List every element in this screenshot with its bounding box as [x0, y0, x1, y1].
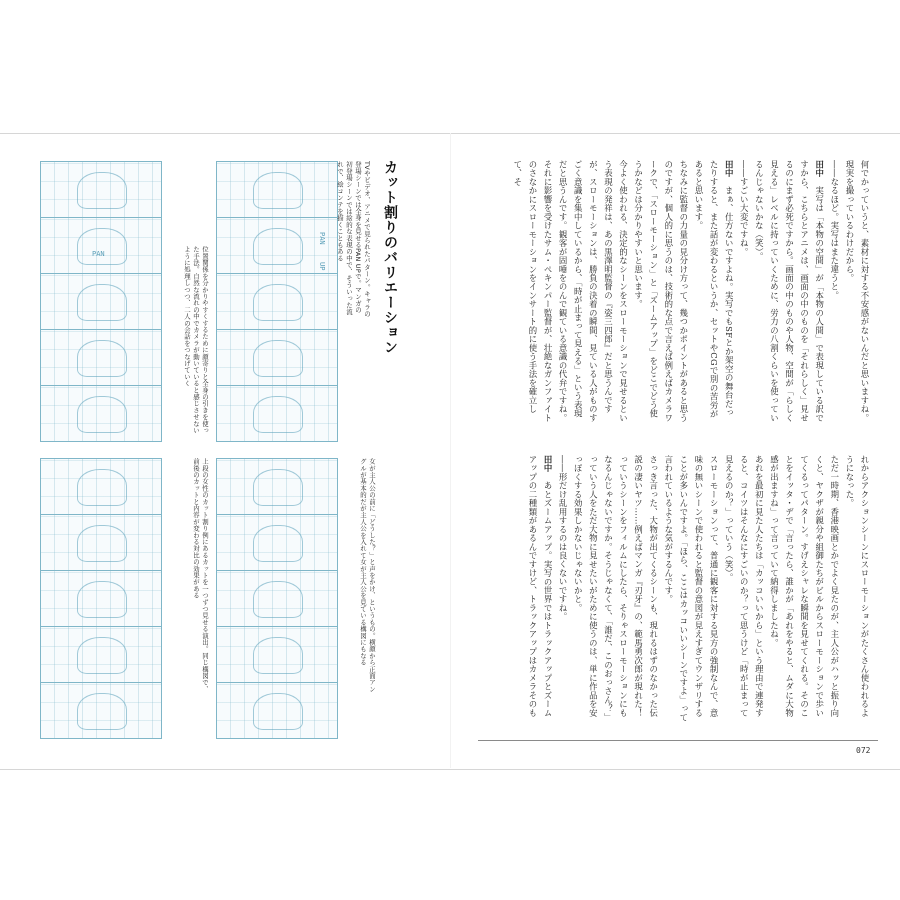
- storyboard-frame: [41, 274, 161, 330]
- page-number: 072: [856, 746, 871, 755]
- paragraph-text: あとズームアップ。実写の世界ではトラックアップとズームアップの二種類があるんですけど、トラックアップはカメラそのも: [527, 455, 554, 718]
- body-text-upper: [484, 160, 872, 425]
- paragraph: [691, 160, 736, 425]
- storyboard-frame: [41, 683, 161, 738]
- paragraph: [525, 455, 555, 725]
- storyboard-frame: [41, 162, 161, 218]
- paragraph: ――すごい大変ですね。: [739, 160, 750, 257]
- section-title: カット割りのバリエーション: [382, 160, 398, 355]
- paragraph: ――なるほど。実写はまた違うと。: [829, 160, 840, 300]
- caption-lower-left: 上段の女性のカット割り例にあるカットを一つずつ見せる演出。同じ構図で、前後のカットと内容が変わる対比の効果がある: [192, 458, 209, 693]
- paragraph: ただ一時期、香港映画とかでよく見たのが、主人公がハッと振り向くと、ヤクザが親分や組御たちがビルからスローモーションで歩いてくるってパターン。すげえシャレな瞬間を見せてくれる。そのことをイッタ・デで「言ったら、誰かが「あれをやると、ムダに大物感が出ますね」って言っていて納得しましたね。: [769, 455, 840, 718]
- up-label: UP: [318, 262, 326, 271]
- storyboard-frame: [217, 459, 337, 515]
- storyboard-frame: [41, 627, 161, 683]
- paragraph: スローモーションって、普通に観客に対する見方の強制なんで、意味の無いシーンで使われると監督の意図が見えすぎてウンザリすることが多いんですよ。「ほら、ここはカッコいいシーンですよ」って言われているような気がするんです。: [663, 455, 720, 722]
- paragraph: 何でかっていうと、素材に対する不安感がないんだと思いますね。現実を撮っているわけだから。: [844, 160, 870, 423]
- storyboard-frame: [217, 571, 337, 627]
- storyboard-bottom-right: [216, 458, 338, 739]
- paragraph: あれを最初に見た人たちは「カッコいいから」という理由で連発すると、コイツはそんなにすごいのか？って思うけど「時が止まって見えるのか？」っていう（笑）。: [724, 455, 765, 718]
- storyboard-bottom-left: [40, 458, 162, 739]
- pan-label: PAN: [318, 232, 326, 245]
- paragraph-text: 実写は「本物の空間」が「本物の人間」で表現している訳ですから、こちらとアニメは、画面の中のものを「それらしく」見せるのにまず必死ですから。画面の中のものや人物、空間が「らしく見える」レベルに持っていくために、労力の八割くらいを使っているんじゃないかな（笑）。: [754, 160, 825, 423]
- paragraph: 今よく使われる、決定的なシーンをスローモーションで見せるという表現の発祥は、あの黒澤明監督の『姿三四郎』だと思うんですが、スローモーションは、勝負の決着の瞬間、見ている人がものすごく意識を集中しているから、「時が止まって見える」という表現だと思うんです。観客が固唾をのんで観ている意識の代弁ですね。: [558, 160, 629, 423]
- storyboard-frame: [41, 330, 161, 386]
- storyboard-frame: [41, 218, 161, 274]
- paragraph: ――形だけ乱用するのは良くないですね。: [558, 455, 569, 622]
- paragraph: それに影響を受けたサム・ペキンパー監督が、壮絶なガンファイトのさなかにスローモーションをインサート的に使う手法を確立して、そ: [512, 160, 554, 423]
- footer-rule: [478, 740, 878, 741]
- paragraph: [751, 160, 826, 425]
- storyboard-frame: [217, 627, 337, 683]
- caption-lower-right: 女が主人公の前に「どうした？」と声をかけ、というもの。横顔から正面アングルが基本的だが主人公を入れて女が主人公を見ている構図にもなる: [359, 458, 376, 693]
- caption-top: TVやビデオ、アニメで見られたパターン。キャラの登場シーンでは全身を見せるPAN UPで。マンガの初登場シーンでは絵的な表現の中で、そういった流れで、絵コンテを描くこともある: [336, 161, 371, 318]
- storyboard-frame: [217, 515, 337, 571]
- page-gutter: [450, 133, 451, 768]
- pan-label: PAN: [92, 250, 105, 258]
- speaker-label: 田中: [814, 160, 825, 178]
- paragraph: れからアクションシーンにスローモーションがたくさん使われるようになった。: [844, 455, 870, 718]
- body-text-lower: [484, 455, 872, 725]
- storyboard-frame: [217, 330, 337, 386]
- storyboard-frame: [41, 571, 161, 627]
- caption-middle: 位置関係を分かりやすくするために顔寄りと全身の引きを使った手法。自然な流れの中でカメラが動いていると感じさせないように処理しつつ、二人の会話をつなげていく: [183, 246, 209, 434]
- storyboard-frame: [41, 459, 161, 515]
- storyboard-frame: [41, 386, 161, 441]
- storyboard-frame: [217, 274, 337, 330]
- storyboard-frame: [217, 386, 337, 441]
- storyboard-top-right: [216, 161, 338, 442]
- storyboard-frame: [217, 162, 337, 218]
- storyboard-frame: [217, 683, 337, 738]
- storyboard-top-left: [40, 161, 162, 442]
- paragraph-text: まぁ、仕方ないですよね。実写でもSFとか架空の舞台だったりすると、また話が変わるというか、セットやCGで別の苦労があると思います。: [693, 160, 735, 419]
- speaker-label: 田中: [543, 455, 554, 473]
- paragraph: ちなみに監督の力量の見分け方って、幾つかポイントがあると思うのですが、個人的に思うのは、技術的な点で言えば例えばカメラワークで、「スローモーション」と「ズームアップ」をどこでどう使うかなどは分かりやすいと思います。: [633, 160, 689, 423]
- storyboard-frame: [41, 515, 161, 571]
- paragraph: さっき言った、大物が出てくるシーンも、現れるはずのなかった伝説の凄いヤツ……例えばマンガ『刃牙』の、範馬勇次郎が現れた！っていうシーンをフィルムにしたら、そりゃスローモーションにもなるんじゃないですか。そうじゃなくて、「誰だ、このおっさん？」っていう人をただ大物に見せたいがために使うのは、単に作品を安っぽくする効果しかないじゃないかと。: [573, 455, 659, 722]
- speaker-label: 田中: [724, 160, 735, 178]
